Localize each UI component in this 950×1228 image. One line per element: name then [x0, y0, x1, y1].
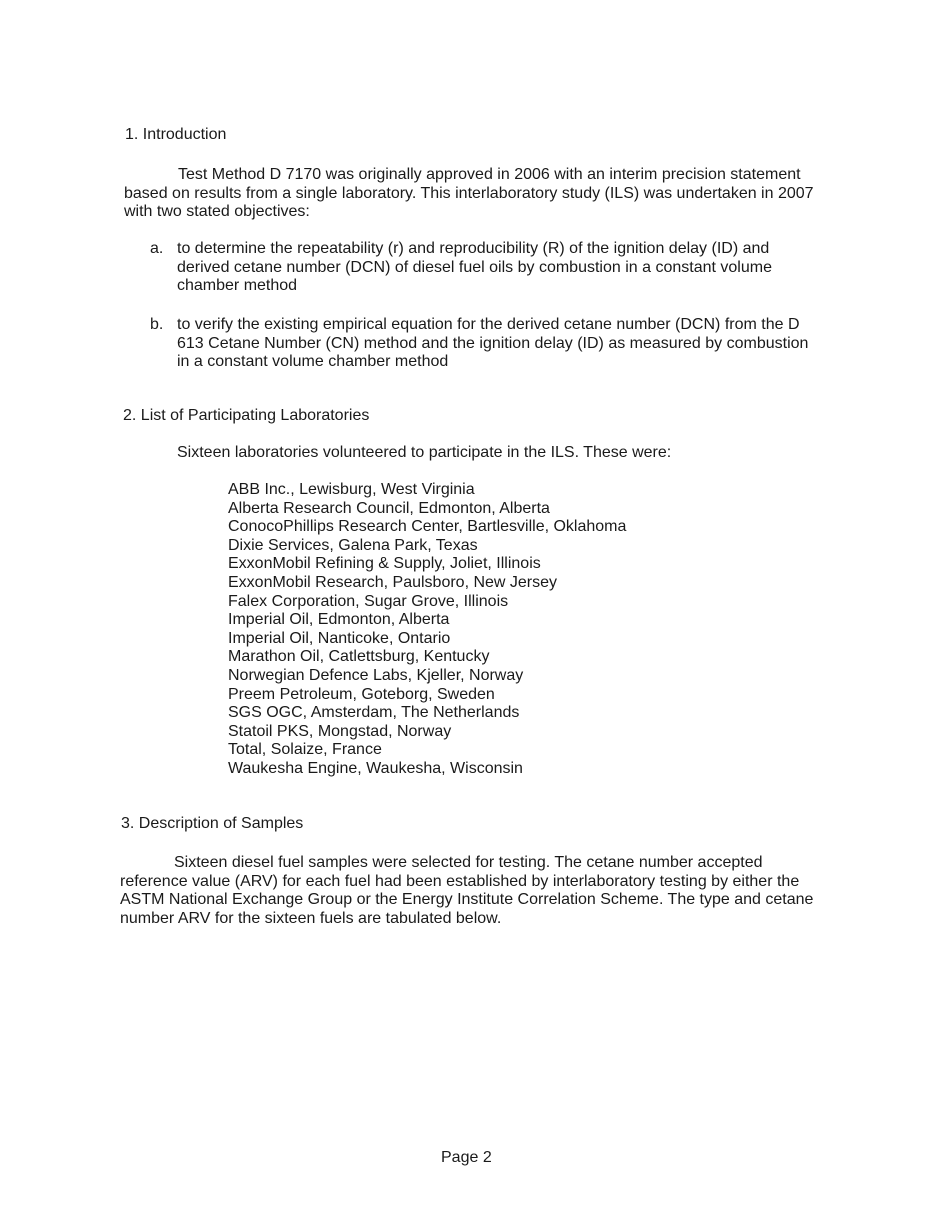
list-item: Statoil PKS, Mongstad, Norway — [228, 722, 452, 740]
item-letter: a. — [150, 240, 164, 257]
list-item: ABB Inc., Lewisburg, West Virginia — [228, 481, 475, 498]
list-item: ConocoPhillips Research Center, Bartlesville, Oklahoma — [228, 518, 627, 536]
item-text: to determine the repeatability (r) and reproducibility (R) of the ignition delay (ID) and derived cetane number (DCN) of diesel fuel oils by combustion in a constant volume chamber method — [177, 240, 772, 295]
item-text: to verify the existing empirical equation for the derived cetane number (DCN) from the D 613 Cetane Number (CN) method and the ignition delay (ID) as measured by combustion in a constant volume chamber method — [177, 316, 809, 371]
section-3-heading: 3. Description of Samples — [121, 815, 304, 832]
list-item: Preem Petroleum, Goteborg, Sweden — [228, 685, 495, 703]
samples-paragraph: Sixteen diesel fuel samples were selected for testing. The cetane number accepted reference value (ARV) for each fuel had been established by interlaboratory testing by either the ASTM National Exchange Group or the Energy Institute Correlation Scheme. The type and cetane number ARV for the sixteen fuels are tabulated below. — [120, 854, 814, 927]
laboratories-intro: Sixteen laboratories volunteered to participate in the ILS. These were: — [177, 444, 672, 461]
introduction-paragraph: Test Method D 7170 was originally approved in 2006 with an interim precision statement based on results from a single laboratory. This interlaboratory study (ILS) was undertaken in 2007 with two stated objectives: — [124, 166, 814, 221]
laboratory-list — [228, 481, 626, 779]
list-item: Alberta Research Council, Edmonton, Alberta — [228, 499, 550, 517]
page-number: Page 2 — [441, 1149, 492, 1166]
list-item: Imperial Oil, Nanticoke, Ontario — [228, 629, 451, 647]
list-item: ExxonMobil Research, Paulsboro, New Jersey — [228, 573, 558, 591]
section-2-heading: 2. List of Participating Laboratories — [123, 407, 370, 424]
list-item: Falex Corporation, Sugar Grove, Illinois — [228, 592, 509, 610]
list-item: ExxonMobil Refining & Supply, Joliet, Illinois — [228, 555, 541, 573]
list-item: Waukesha Engine, Waukesha, Wisconsin — [228, 759, 523, 777]
item-letter: b. — [150, 316, 164, 333]
list-item: Dixie Services, Galena Park, Texas — [228, 536, 478, 554]
section-1-heading: 1. Introduction — [125, 126, 227, 143]
list-item: SGS OGC, Amsterdam, The Netherlands — [228, 704, 520, 722]
list-item: Marathon Oil, Catlettsburg, Kentucky — [228, 648, 490, 666]
list-item: Imperial Oil, Edmonton, Alberta — [228, 611, 450, 629]
list-item: Total, Solaize, France — [228, 741, 382, 759]
list-item: Norwegian Defence Labs, Kjeller, Norway — [228, 666, 524, 684]
